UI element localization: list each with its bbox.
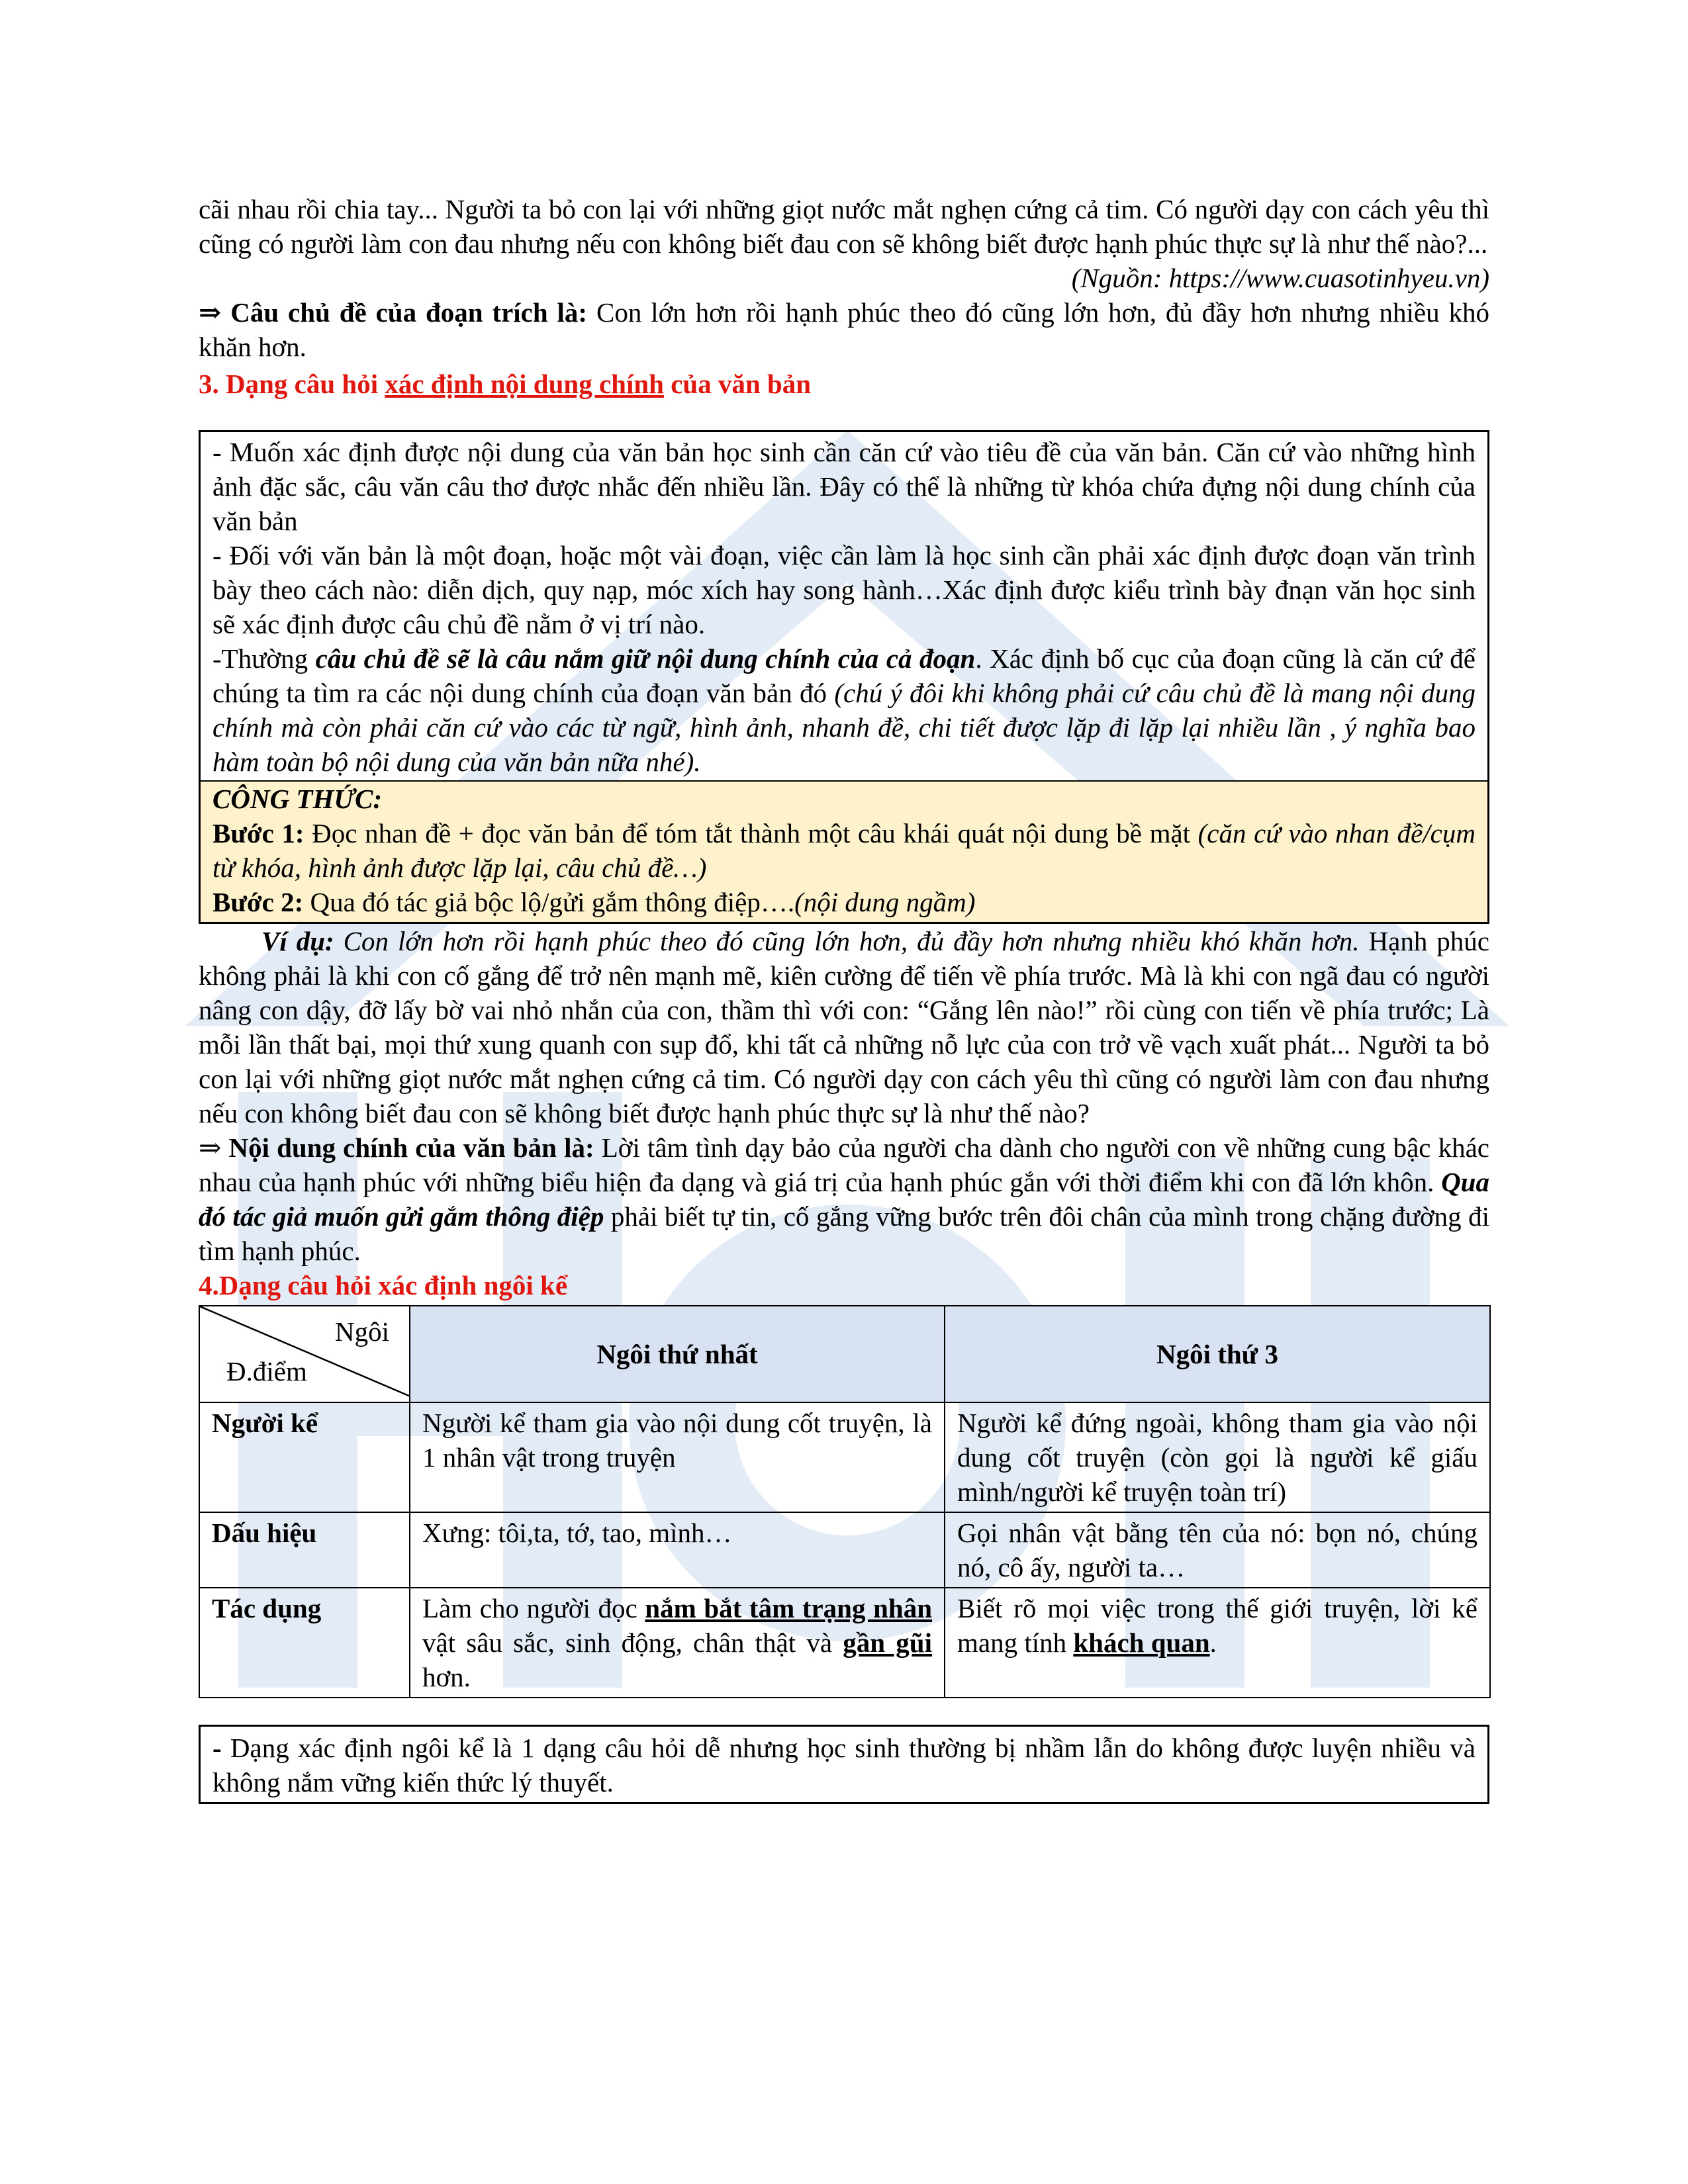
main-content-conclusion [199, 1130, 1489, 1268]
column-header-first-person: Ngôi thứ nhất [410, 1306, 945, 1402]
section-3-heading [199, 367, 1489, 401]
document-page [199, 192, 1489, 1804]
table-corner-cell [199, 1306, 410, 1402]
cell-emphasis: gần gũi [843, 1627, 932, 1658]
corner-bottom-label: Đ.điểm [226, 1356, 307, 1387]
step-2-note: (nội dung ngầm) [794, 887, 976, 917]
cell-text: Biết rõ mọi việc trong thế giới truyện, lời kể mang tính [957, 1593, 1477, 1658]
example-italic: Con lớn hơn rồi hạnh phúc theo đó cũng lớn hơn, đủ đầy hơn nhưng nhiều khó khăn hơn. [334, 926, 1360, 956]
note-dash: - [212, 1733, 222, 1763]
cell-text: . [1209, 1627, 1217, 1658]
table-row [199, 1512, 1490, 1588]
note-body: Dạng xác định ngôi kể là 1 dạng câu hỏi dễ nhưng học sinh thường bị nhầm lẫn do không được luyện nhiều và không nắm vững kiến thức lý thuyết. [212, 1733, 1476, 1797]
arrow-icon: ⇒ [199, 1132, 222, 1163]
result-label: Nội dung chính của văn bản là: [221, 1132, 594, 1163]
cell-emphasis: khách quan [1073, 1627, 1210, 1658]
step-1-note: (căn cứ vào nhan đề/cụm từ khóa, hình ảnh được lặp lại, câu chủ đề…) [212, 818, 1476, 883]
formula-step-1 [212, 816, 1476, 885]
note-text [212, 1731, 1476, 1799]
step-2-text: Qua đó tác giả bộc lộ/gửi gắm thông điệp…. [303, 887, 795, 917]
section-4-heading: 4.Dạng câu hỏi xác định ngôi kể [199, 1270, 568, 1300]
table-cell: Gọi nhân vật bằng tên của nó: bọn nó, chúng nó, cô ấy, người ta… [945, 1512, 1490, 1588]
row-label: Tác dụng [199, 1588, 410, 1698]
step-1-text: Đọc nhan đề + đọc văn bản để tóm tắt thành một câu khái quát nội dung bề mặt [304, 818, 1198, 848]
result-tail: phải biết tự tin, cố gắng vững bước trên đôi chân của mình trong chặng đường đi tìm hạnh phúc. [199, 1201, 1490, 1266]
guidance-point-3-b: câu chủ đề sẽ là câu nắm giữ nội dung chính của cả đoạn [315, 643, 976, 674]
step-1-label: Bước 1: [212, 818, 305, 848]
example-paragraph [199, 924, 1489, 1130]
narrator-table [199, 1305, 1491, 1698]
result-bold-italic: Qua đó tác giả muốn gửi gắm thông điệp [199, 1167, 1489, 1232]
conclusion-text: Con lớn hơn rồi hạnh phúc theo đó cũng lớn hơn, đủ đầy hơn nhưng nhiều khó khăn hơn. [199, 297, 1489, 362]
cell-text: Làm cho người đọc [422, 1593, 645, 1623]
section-3-suffix: của văn bản [663, 369, 812, 399]
guidance-point-3-d: (chú ý đôi khi không phải cứ câu chủ đề là mang nội dung chính mà còn phải căn cứ vào các từ ngữ, hình ảnh, nhanh đề, chi tiết được lặp đi lặp lại nhiều lần , ý nghĩa bao hàm toàn bộ nội dung của văn bản nữa nhé). [212, 678, 1476, 777]
row-label: Người kể [199, 1402, 410, 1512]
conclusion-label: Câu chủ đề của đoạn trích là: [230, 297, 588, 328]
guidance-point-2: - Đối với văn bản là một đoạn, hoặc một vài đoạn, việc cần làm là học sinh cần phải xác định được đoạn văn trình bày theo cách nào: diễn dịch, quy nạp, móc xích hay song hành…Xác định được kiểu trình bày đnạn văn học sinh sẽ xác định được câu chủ đề nằm ở vị trí nào. [212, 540, 1476, 639]
cell-text: hơn. [422, 1662, 471, 1692]
section-3-prefix: 3. Dạng câu hỏi [199, 369, 385, 399]
step-2-label: Bước 2: [212, 887, 304, 917]
table-cell: Người kể tham gia vào nội dung cốt truyện, là 1 nhân vật trong truyện [410, 1402, 945, 1512]
table-header-row [199, 1306, 1490, 1402]
guidance-point-3-a: -Thường [212, 643, 316, 674]
cell-text: vật sâu sắc, sinh động, chân thật và [422, 1627, 843, 1658]
source-citation: (Nguồn: https://www.cuasotinhyeu.vn) [1071, 263, 1489, 293]
column-header-third-person: Ngôi thứ 3 [945, 1306, 1490, 1402]
formula-box [201, 780, 1487, 922]
guidance-point-1: - Muốn xác định được nội dung của văn bản học sinh cần căn cứ vào tiêu đề của văn bản. Căn cứ vào những hình ảnh đặc sắc, câu văn câu thơ được nhắc đến nhiều lần. Đây có thể là những từ khóa chứa đựng nội dung chính của văn bản [212, 437, 1476, 536]
guidance-point-3 [212, 641, 1476, 779]
intro-paragraph: cãi nhau rồi chia tay... Người ta bỏ con lại với những giọt nước mắt nghẹn cứng cả tim. Có người dạy con cách yêu thì cũng có người làm con đau nhưng nếu con không biết đau con sẽ không biết được hạnh phúc thực sự là như thế nào?... [199, 194, 1489, 259]
cell-emphasis: nắm bắt tâm trạng nhân [645, 1593, 933, 1623]
table-cell: Xưng: tôi,ta, tớ, tao, mình… [410, 1512, 945, 1588]
section-3-underlined: xác định nội dung chính [385, 369, 664, 399]
example-label: Ví dụ: [261, 926, 334, 956]
guidance-box [199, 430, 1489, 924]
arrow-icon: ⇒ [199, 297, 222, 328]
corner-top-label: Ngôi [335, 1316, 389, 1347]
row-label: Dấu hiệu [199, 1512, 410, 1588]
topic-sentence-conclusion [199, 295, 1489, 364]
formula-title: CÔNG THỨC: [212, 784, 383, 814]
formula-step-2 [212, 885, 1476, 919]
guidance-point-3-c: . Xác định bố cục của đoạn cũng là căn cứ để chúng ta tìm ra các nội dung chính của đoạn văn bản đó [212, 643, 1476, 708]
table-row [199, 1402, 1490, 1512]
example-text: Hạnh phúc không phải là khi con cố gắng để trở nên mạnh mẽ, kiên cường để tiến về phía trước. Mà là khi con ngã đau có người nâng con dậy, đỡ lấy bờ vai nhỏ nhắn của con, thầm thì với con: “Gắng lên nào!” rồi cùng con tiến về phía trước; Là mỗi lần thất bại, mọi thứ xung quanh con sụp đổ, khi tất cả những nỗ lực của con trở về vạch xuất phát... Người ta bỏ con lại với những giọt nước mắt nghẹn cứng cả tim. Có người dạy con cách yêu thì cũng có người làm con đau nhưng nếu con không biết đau con sẽ không biết được hạnh phúc thực sự là như thế nào? [199, 926, 1489, 1128]
table-row [199, 1588, 1490, 1698]
table-cell [410, 1588, 945, 1698]
table-cell [945, 1588, 1490, 1698]
table-cell: Người kể đứng ngoài, không tham gia vào nội dung cốt truyện (còn gọi là người kể giấu mình/người kể truyện toàn trí) [945, 1402, 1490, 1512]
result-text: Lời tâm tình dạy bảo của người cha dành cho người con về những cung bậc khác nhau của hạnh phúc với những biểu hiện đa dạng và giá trị của hạnh phúc gắn với thời điểm khi con đã lớn khôn. [199, 1132, 1489, 1197]
note-box [199, 1725, 1489, 1804]
